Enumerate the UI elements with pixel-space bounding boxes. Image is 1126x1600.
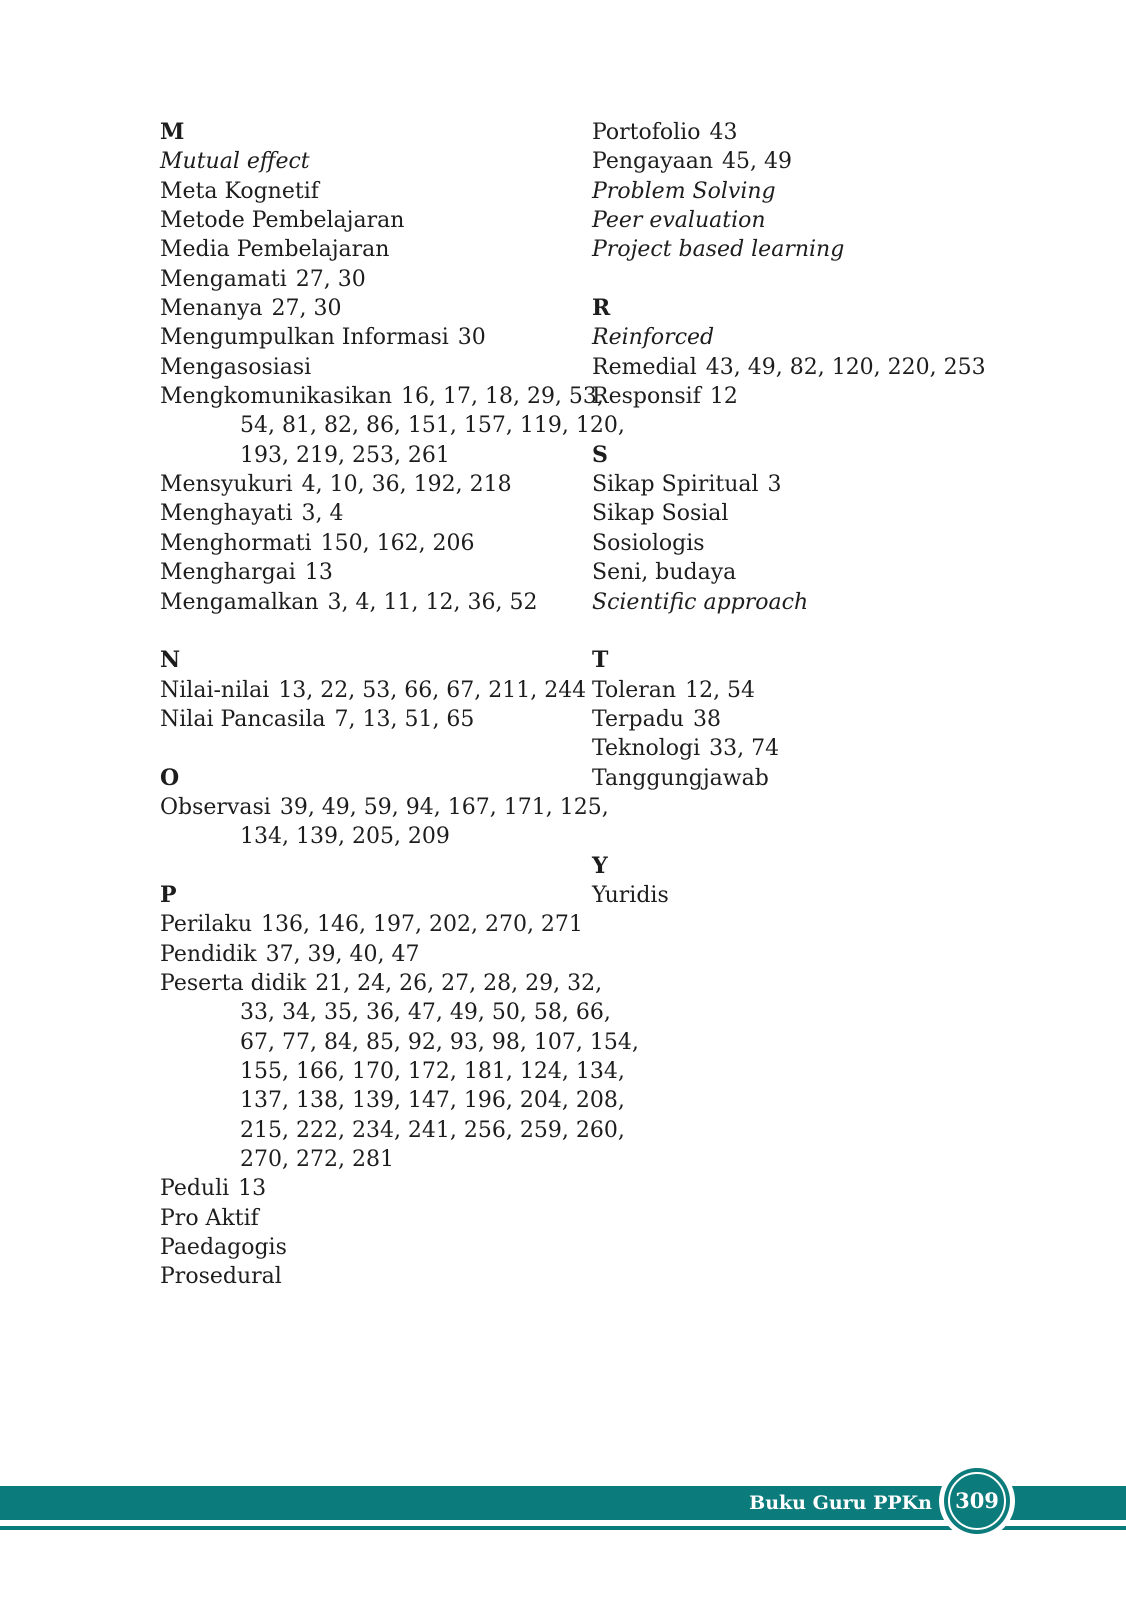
index-term: Project based learning: [592, 237, 845, 263]
index-column-right: [592, 118, 1032, 940]
section-letter: P: [160, 881, 177, 908]
index-section: [160, 118, 625, 617]
index-term: Mengasosiasi: [160, 354, 312, 380]
index-term: Tanggungjawab: [592, 765, 769, 791]
index-entry: [592, 177, 1032, 206]
index-entry: [160, 265, 570, 294]
index-entry: [160, 588, 570, 617]
index-entry: [160, 793, 609, 822]
index-pages-continued: 215, 222, 234, 241, 256, 259, 260,: [240, 1117, 625, 1143]
index-entry: [592, 588, 1032, 617]
index-pages: 27, 30: [295, 266, 366, 292]
index-term: Mengkomunikasikan: [160, 384, 392, 410]
index-pages: 30: [457, 325, 486, 351]
index-term: Peer evaluation: [592, 208, 766, 234]
index-pages-continued: 134, 139, 205, 209: [240, 824, 450, 850]
index-pages: 3, 4, 11, 12, 36, 52: [327, 589, 538, 615]
index-pages: 150, 162, 206: [320, 530, 475, 556]
index-term: Mutual effect: [160, 149, 310, 175]
index-term: Sikap Sosial: [592, 501, 729, 527]
index-term: Metode Pembelajaran: [160, 208, 405, 234]
index-term: Mensyukuri: [160, 472, 293, 498]
index-entry: [160, 323, 570, 352]
index-term: Media Pembelajaran: [160, 237, 390, 263]
index-term: Menanya: [160, 296, 263, 322]
index-entry: [160, 529, 570, 558]
index-term: Peduli: [160, 1176, 230, 1202]
index-term: Menghayati: [160, 501, 293, 527]
index-pages: 37, 39, 40, 47: [265, 941, 420, 967]
index-entry: [160, 1204, 570, 1233]
index-pages: 13: [304, 560, 333, 586]
index-entry: [592, 734, 1032, 763]
index-term: Scientific approach: [592, 589, 809, 615]
index-term: Reinforced: [592, 325, 715, 351]
index-term: Toleran: [592, 677, 677, 703]
index-entry: [160, 206, 570, 235]
index-entry: [592, 558, 1032, 587]
index-term: Seni, budaya: [592, 560, 737, 586]
index-term: Meta Kognetif: [160, 178, 319, 204]
index-entry: [160, 353, 570, 382]
index-section: [592, 118, 1032, 265]
index-term: Sosiologis: [592, 530, 705, 556]
index-pages: 12: [709, 384, 738, 410]
index-term: Pro Aktif: [160, 1205, 259, 1231]
index-section: [592, 852, 1032, 911]
index-entry: [592, 235, 1032, 264]
index-pages: 43: [709, 120, 738, 145]
index-section: [160, 646, 587, 734]
index-term: Nilai-nilai: [160, 677, 270, 703]
index-term: Sikap Spiritual: [592, 472, 759, 498]
index-pages: 39, 49, 59, 94, 167, 171, 125,: [279, 794, 609, 820]
index-entry: [160, 705, 570, 734]
index-pages-continued: 270, 272, 281: [240, 1147, 394, 1173]
index-term: Pengayaan: [592, 149, 714, 175]
index-entry: [592, 705, 1032, 734]
index-term: Remedial: [592, 354, 697, 380]
index-entry: [592, 529, 1032, 558]
index-entry: [592, 323, 1032, 352]
index-entry: [160, 1233, 570, 1262]
index-pages: 4, 10, 36, 192, 218: [301, 472, 512, 498]
section-letter: Y: [592, 852, 608, 879]
index-term: Problem Solving: [592, 178, 776, 204]
index-term: Prosedural: [160, 1264, 282, 1290]
index-pages: 13, 22, 53, 66, 67, 211, 244: [278, 677, 587, 703]
index-term: Portofolio: [592, 120, 701, 145]
index-term: Yuridis: [592, 882, 669, 908]
index-section: [592, 441, 1032, 617]
index-pages-continued: 67, 77, 84, 85, 92, 93, 98, 107, 154,: [240, 1029, 639, 1055]
index-term: Mengamati: [160, 266, 287, 292]
index-entry: [160, 470, 570, 499]
index-pages-continued: 155, 166, 170, 172, 181, 124, 134,: [240, 1059, 625, 1084]
index-term: Mengumpulkan Informasi: [160, 325, 449, 351]
index-pages: 7, 13, 51, 65: [334, 706, 475, 732]
index-entry: [160, 147, 570, 176]
index-pages: 33, 74: [709, 736, 780, 762]
index-entry: [592, 881, 1032, 910]
index-entry: [160, 910, 583, 939]
page-number-badge: [944, 1468, 1010, 1534]
section-letter: O: [160, 764, 180, 791]
index-term: Peserta didik: [160, 970, 307, 996]
index-entry: [160, 558, 570, 587]
page-number: 309: [955, 1488, 999, 1513]
index-pages-continued: 193, 219, 253, 261: [240, 442, 450, 468]
index-entry: [160, 382, 604, 411]
index-entry: [160, 940, 570, 969]
index-entry: [160, 1174, 570, 1203]
index-entry: [160, 235, 570, 264]
index-entry: [592, 382, 1032, 411]
index-entry: [160, 177, 570, 206]
index-pages: 45, 49: [722, 149, 793, 175]
index-pages: 27, 30: [271, 296, 342, 322]
index-entry: [592, 499, 1032, 528]
index-pages: 43, 49, 82, 120, 220, 253: [705, 354, 986, 380]
index-entry: [160, 499, 570, 528]
section-letter: R: [592, 295, 611, 322]
index-term: Menghormati: [160, 530, 312, 556]
index-term: Menghargai: [160, 560, 296, 586]
index-entry: [160, 294, 570, 323]
index-pages: 13: [238, 1176, 267, 1202]
index-pages: 21, 24, 26, 27, 28, 29, 32,: [315, 970, 603, 996]
index-section: [592, 646, 1032, 793]
index-term: Paedagogis: [160, 1235, 287, 1261]
index-pages: 3, 4: [301, 501, 344, 527]
index-entry: [592, 118, 1032, 147]
index-pages-continued: 137, 138, 139, 147, 196, 204, 208,: [240, 1088, 625, 1114]
index-entry: [592, 353, 1032, 382]
index-entry: [592, 470, 1032, 499]
index-term: Pendidik: [160, 941, 257, 967]
index-term: Observasi: [160, 794, 271, 820]
index-entry: [160, 969, 603, 998]
index-entry: [592, 764, 1032, 793]
index-entry: [160, 676, 587, 705]
index-pages-continued: 54, 81, 82, 86, 151, 157, 119, 120,: [240, 413, 625, 439]
book-title: Buku Guru PPKn: [749, 1492, 932, 1514]
index-term: Mengamalkan: [160, 589, 319, 615]
index-entry: [592, 676, 1032, 705]
index-pages: 16, 17, 18, 29, 53,: [401, 384, 604, 410]
index-term: Nilai Pancasila: [160, 706, 326, 732]
index-term: Responsif: [592, 384, 701, 410]
index-entry: [592, 147, 1032, 176]
index-entry: [592, 206, 1032, 235]
index-pages-continued: 33, 34, 35, 36, 47, 49, 50, 58, 66,: [240, 1000, 611, 1026]
index-pages: 136, 146, 197, 202, 270, 271: [261, 912, 583, 938]
index-entry: [160, 1262, 570, 1291]
index-pages: 3: [767, 472, 782, 498]
index-section: [160, 764, 609, 852]
index-term: Teknologi: [592, 736, 701, 762]
section-letter: M: [160, 119, 185, 145]
index-pages: 38: [692, 706, 721, 732]
section-letter: T: [592, 647, 609, 674]
index-term: Perilaku: [160, 912, 253, 938]
section-letter: N: [160, 647, 181, 674]
section-letter: S: [592, 441, 608, 468]
index-pages: 12, 54: [685, 677, 756, 703]
index-section: [592, 294, 1032, 411]
index-term: Terpadu: [592, 706, 684, 732]
